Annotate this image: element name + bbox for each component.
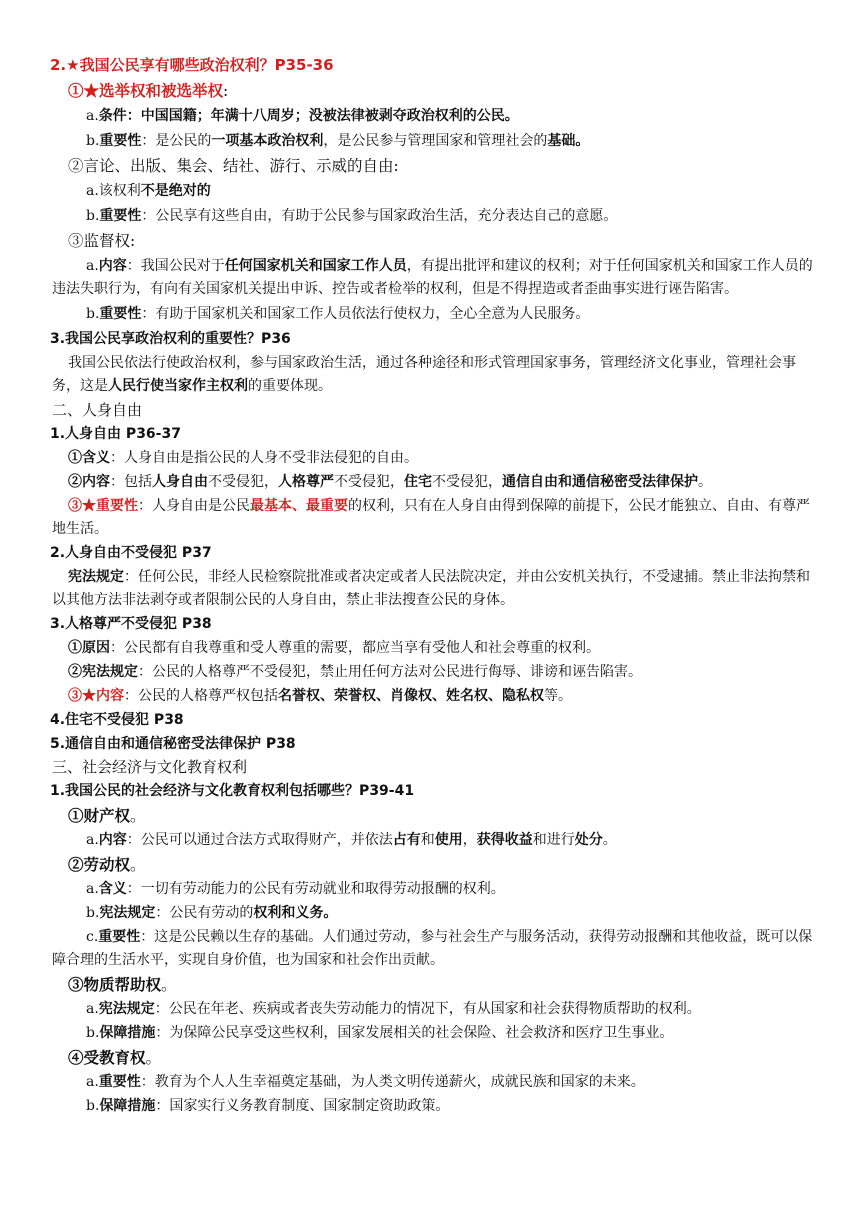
edu-heading [68, 1046, 860, 1070]
item-prefix: a. [86, 108, 99, 124]
item-text: 。 [602, 832, 617, 848]
item-text: ：公民享有这些自由，有助于公民参与国家政治生活，充分表达自己的意愿。 [141, 208, 618, 224]
item-text: 中国国籍；年满十八周岁；没被法律被剥夺政治权利的公民。 [140, 108, 519, 124]
item-label: 重要性 [99, 208, 142, 224]
item-text: ：公民都有自我尊重和受人尊重的需要，都应当享有受他人和社会尊重的权利。 [110, 640, 600, 656]
item-bold: 任何国家机关和国家工作人员 [224, 258, 407, 274]
item-text: ：任何公民，非经人民检察院批准或者决定或者人民法院决定，并由公安机关执行，不受逮捕。禁止非法拘禁和以其他方法非法剥夺或者限制公民的人身自由，禁止非法搜查公民的身体。 [52, 569, 810, 608]
item-text: ：为保障公民享受这些权利，国家发展相关的社会保险、社会救济和医疗卫生事业。 [155, 1025, 674, 1041]
edu-b [86, 1095, 860, 1118]
item-text: ：我国公民对于 [126, 258, 225, 274]
item-prefix: a. [86, 832, 99, 848]
item-label: ②内容 [68, 474, 110, 490]
aid-label: ③物质帮助权 [68, 975, 162, 994]
paragraph-bold: 人民行使当家作主权利 [108, 378, 248, 394]
q3-title: 3.我国公民享政治权利的重要性？P36 [50, 331, 291, 347]
item-text: 的权利，只有在人身自由得到保障的前提下，公民才能独立、自由、有尊严地生活。 [52, 498, 810, 537]
item-label: 重要性 [99, 306, 142, 322]
election-condition [86, 105, 860, 128]
s2-p1-title: 1.人身自由 P36-37 [50, 426, 181, 442]
item-bold: 占有 [392, 832, 421, 848]
item-text: ：有助于国家机关和国家工作人员依法行使权力，全心全意为人民服务。 [141, 306, 590, 322]
supervision-b [86, 303, 860, 326]
paragraph-text: 的重要体现。 [248, 378, 332, 394]
edu-a [86, 1071, 860, 1094]
labor-heading [68, 853, 860, 877]
election-colon: : [223, 82, 229, 100]
supervision-label: ③监督权 [68, 232, 131, 250]
item-text: ：人身自由是公民 [138, 498, 250, 514]
s2-p3-content [68, 685, 860, 708]
item-text: ：一切有劳动能力的公民有劳动就业和取得劳动报酬的权利。 [126, 881, 505, 897]
speech-a [86, 180, 860, 203]
item-prefix: b. [86, 306, 100, 322]
item-text: ：这是公民赖以生存的基础。人们通过劳动，参与社会生产与服务活动，获得劳动报酬和其他收益，既可以保障合理的生活水平，实现自身价值，也为国家和社会作出贡献。 [52, 929, 813, 968]
item-text: 该权利 [98, 183, 141, 199]
item-prefix: a. [86, 183, 99, 199]
item-label: 保障措施 [99, 1025, 156, 1041]
section-3-title: 三、社会经济与文化教育权利 [52, 758, 248, 776]
s2-p1-meaning [68, 447, 860, 470]
section-2-title: 二、人身自由 [52, 401, 143, 419]
item-text: ：公民有劳动的 [155, 905, 254, 921]
item-label: 内容 [98, 832, 127, 848]
item-text: 不受侵犯， [432, 474, 502, 490]
item-bold: 获得收益 [476, 832, 533, 848]
item-text: ：包括 [110, 474, 152, 490]
s2-p2-text [52, 566, 814, 612]
item-label: 保障措施 [99, 1098, 156, 1114]
s3-q1-title: 1.我国公民的社会经济与文化教育权利包括哪些？P39-41 [50, 783, 415, 799]
property-a [86, 829, 860, 852]
item-text: ：是公民的 [141, 133, 212, 149]
heading-dot: 。 [130, 807, 146, 825]
item-prefix: a. [86, 1001, 99, 1017]
item-label: ③★内容 [68, 688, 124, 704]
item-label: 重要性 [98, 929, 141, 945]
item-text: 和进行 [532, 832, 575, 848]
item-text: ：国家实行义务教育制度、国家制定资助政策。 [155, 1098, 450, 1114]
item-bold: 使用 [434, 832, 463, 848]
item-prefix: b. [86, 905, 100, 921]
q3-paragraph [52, 352, 814, 398]
item-label: ③★重要性 [68, 498, 138, 514]
item-prefix: a. [86, 881, 99, 897]
heading-dot: 。 [145, 1049, 162, 1067]
item-text: 等。 [544, 688, 572, 704]
election-heading [68, 79, 860, 103]
item-text: ：公民的人格尊严权包括 [124, 688, 278, 704]
item-text: 。 [698, 474, 712, 490]
election-label: ①★选举权和被选举权 [68, 81, 224, 100]
item-red: 最基本、最重要 [250, 498, 348, 514]
item-text: ：教育为个人人生幸福奠定基础，为人类文明传递薪火，成就民族和国家的未来。 [140, 1074, 645, 1090]
item-prefix: a. [86, 1074, 99, 1090]
item-text: 不受侵犯， [208, 474, 278, 490]
item-label: ①原因 [68, 640, 110, 656]
aid-b [86, 1022, 860, 1045]
s2-p3-law [68, 661, 860, 684]
item-label: 宪法规定 [99, 905, 156, 921]
item-prefix: b. [86, 133, 100, 149]
labor-a [86, 878, 860, 901]
item-label: ②宪法规定 [68, 664, 138, 680]
item-bold: 人格尊严 [278, 474, 334, 490]
supervision-heading [68, 230, 860, 253]
item-bold: 一项基本政治权利 [211, 133, 324, 149]
item-bold: 通信自由和通信秘密受法律保护 [502, 474, 698, 490]
item-prefix: b. [86, 208, 100, 224]
labor-c [52, 926, 814, 972]
s2-p2-title: 2.人身自由不受侵犯 P37 [50, 545, 212, 561]
item-text: ：人身自由是指公民的人身不受非法侵犯的自由。 [110, 450, 418, 466]
heading-dot: 。 [130, 856, 146, 874]
item-label: ①含义 [68, 450, 110, 466]
s2-p5-title: 5.通信自由和通信秘密受法律保护 P38 [50, 736, 296, 752]
supervision-a [52, 255, 814, 301]
q2-title: 2.★我国公民享有哪些政治权利？P35-36 [50, 56, 334, 74]
item-label: 内容 [98, 258, 127, 274]
s2-p1-content [68, 471, 860, 494]
item-label: 宪法规定 [68, 569, 124, 585]
speech-heading: ②言论、出版、集会、结社、游行、示威的自由: [68, 157, 399, 175]
item-label: 重要性 [99, 133, 142, 149]
item-text: ， [462, 832, 477, 848]
paragraph-text: 我国公民依法行使政治权利，参与国家政治生活，通过各种途径和形式管理国家事务，管理经济文化事业，管理社会事务，这是 [52, 355, 796, 394]
item-bold: 不是绝对的 [140, 183, 211, 199]
labor-b [86, 902, 860, 925]
election-importance [86, 130, 860, 153]
item-prefix: a. [86, 258, 99, 274]
item-label: 条件： [98, 108, 141, 124]
item-bold: 权利和义务。 [253, 905, 338, 921]
item-bold: 基础。 [547, 133, 590, 149]
item-bold: 名誉权、荣誉权、肖像权、姓名权、隐私权 [278, 688, 544, 704]
item-label: 宪法规定 [98, 1001, 155, 1017]
item-text: ：公民在年老、疾病或者丧失劳动能力的情况下，有从国家和社会获得物质帮助的权利。 [154, 1001, 701, 1017]
aid-a [86, 998, 860, 1021]
s2-p1-importance [52, 495, 814, 541]
item-text: ，是公民参与管理国家和管理社会的 [323, 133, 548, 149]
item-label: 重要性 [98, 1074, 141, 1090]
s2-p3-title: 3.人格尊严不受侵犯 P38 [50, 616, 212, 632]
item-text: ：公民的人格尊严不受侵犯，禁止用任何方法对公民进行侮辱、诽谤和诬告陷害。 [138, 664, 642, 680]
property-label: ①财产权 [68, 806, 131, 825]
item-label: 含义 [98, 881, 127, 897]
heading-dot: 。 [161, 976, 177, 994]
item-bold: 人身自由 [152, 474, 208, 490]
item-prefix: c. [86, 929, 99, 945]
speech-b [86, 205, 860, 228]
aid-heading [68, 973, 860, 997]
labor-label: ②劳动权 [68, 855, 131, 874]
s2-p4-title: 4.住宅不受侵犯 P38 [50, 712, 184, 728]
item-text: ：公民可以通过合法方式取得财产，并依法 [126, 832, 393, 848]
edu-label: ④受教育权 [68, 1048, 146, 1067]
item-text: 不受侵犯， [334, 474, 404, 490]
property-heading [68, 804, 860, 828]
item-bold: 住宅 [404, 474, 432, 490]
item-text: 和 [420, 832, 435, 848]
item-bold: 处分 [574, 832, 603, 848]
item-prefix: b. [86, 1025, 100, 1041]
item-prefix: b. [86, 1098, 100, 1114]
document-page [0, 54, 860, 1114]
supervision-colon: : [130, 232, 136, 250]
s2-p3-reason [68, 637, 860, 660]
item-text: ，有提出批评和建议的权利；对于任何国家机关和国家工作人员的违法失职行为，有向有关国家机关提出申诉、控告或者检举的权利，但是不得捏造或者歪曲事实进行诬告陷害。 [52, 258, 813, 297]
